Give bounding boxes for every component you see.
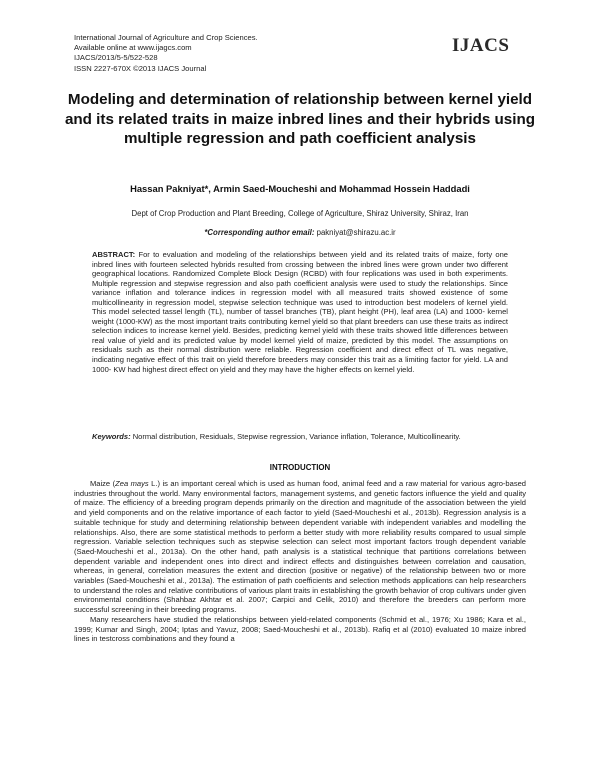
paragraph-text: Maize ( [90,479,116,488]
paragraph-text: L.) is an important cereal which is used as human food, animal feed and a raw material for various agro-based industries throughout the world. Many environmental factors, management systems, and genetic factors influence the yield and quality of maize. The efficiency of a breeding program depends primarily on the direction and magnitude of the association between the yield and yield components and on the relative importance of each factor to yield (Saed-Moucheshi et al., 2013b). Regression analysis is a suitable technique for study and determining relationship between dependent variable with independent variables and modelling the relationships. Also, there are some statistical methods to perform a better study with more reliability results compared to usual simple regression. Variable selection techniques such as stepwise selection can select most important factors trough dependent variable (Saed-Moucheshi et al., 2013a). On the other hand, path analysis is a statistical technique that partitions correlations between dependent variable and independent ones into direct and indirect effects and distinguishes between correlation and causation, whereas, in general, correlation measures the extent and direction (positive or negative) of the relationship between two or more variables (Saed-Moucheshi et al., 2013a). The estimation of path coefficients and selection methods applications can help researchers to understand the roles and relative contributions of various plant traits in establishing the growth behavior of crop cultivars under given environmental conditions (Shahbaz Akhtar et al. 2007; Carpici and Celik, 2010) and therefore the breeders can perform more successful screening in their breeding programs. [74,479,526,615]
journal-website: Available online at www.ijagcs.com [74,43,192,53]
journal-issn: ISSN 2227-670X ©2013 IJACS Journal [74,63,207,73]
author-list: Hassan Pakniyat*, Armin Saed-Moucheshi and Mohammad Hossein Haddadi [130,183,470,194]
journal-logo: IJACS [452,35,510,56]
species-name: Zea mays [115,479,149,488]
corresponding-label: *Corresponding author email: [204,228,315,237]
introduction-paragraph: Many researchers have studied the relationships between yield-related components (Schmid et al., 1976; Xu 1986; Kara et al., 1999; Kumar and Singh, 2004; Iptas and Yavuz, 2008; Saed-Moucheshi et al., 2013b). Rafiq et al (2010) evaluated 10 maize inbred lines in testcross combinations and they found a [74,614,526,644]
introduction-body [74,479,526,644]
paper-title: Modeling and determination of relationship between kernel yield and its related traits in maize inbred lines and their hybrids using multiple regression and path coefficient analysis [64,91,536,147]
corresponding-author [60,228,540,237]
affiliation: Dept of Crop Production and Plant Breeding, College of Agriculture, Shiraz University, Shiraz, Iran [131,209,469,218]
journal-citation: IJACS/2013/5-5/522-528 [74,53,158,63]
keywords-label: Keywords: [92,432,131,441]
journal-name: International Journal of Agriculture and Crop Sciences. [74,33,258,42]
abstract-text: For to evaluation and modeling of the relationships between yield and its related traits of maize, forty one inbred lines with fourteen selected hybrids resulted from crossing between the inbred lines were grown under two different geographical locations. Randomized Complete Block Design (RCBD) with four replications was used in both experiments. Multiple regression and stepwise regression and also path coefficient analysis were used to study the relationships. Since variance inflation and tolerance indices in regression model with all measured traits showed existence of some multicollinearity in regression model, stepwise selection technique was used to introduction best modelers of kernel yield. This model selected tassel length (TL), number of tassel branches (TB), plant height (PH), leaf area (LA) and 1000- kernel weight (1000-KW) as the most important traits contributing kernel yield so that plant breeders can use these traits as indirect selection indices to increase kernel yield. Besides, predicting kernel yield with these traits showed little differences between real value of yield and its predicted value by model kernel yield of maize, predicted by this model. The assumptions on residuals such as their normal distribution were reliable. Regression coefficient and direct effect of TL was negative, indicating negative effect of this trait on yield therefore breeders may consider this trait as a limiting factor for yield. LA and 1000- KW had highest direct effect on yield and they may have the higher effects on kernel yield. [92,250,508,374]
journal-header [74,33,258,74]
abstract [92,250,508,374]
keywords [92,432,508,442]
corresponding-email[interactable]: pakniyat@shirazu.ac.ir [316,228,396,237]
abstract-label: ABSTRACT: [92,250,136,259]
section-heading-introduction: INTRODUCTION [269,463,331,472]
keywords-text: Normal distribution, Residuals, Stepwise regression, Variance inflation, Tolerance, Multicollinearity. [132,432,461,441]
introduction-paragraph [74,479,526,615]
